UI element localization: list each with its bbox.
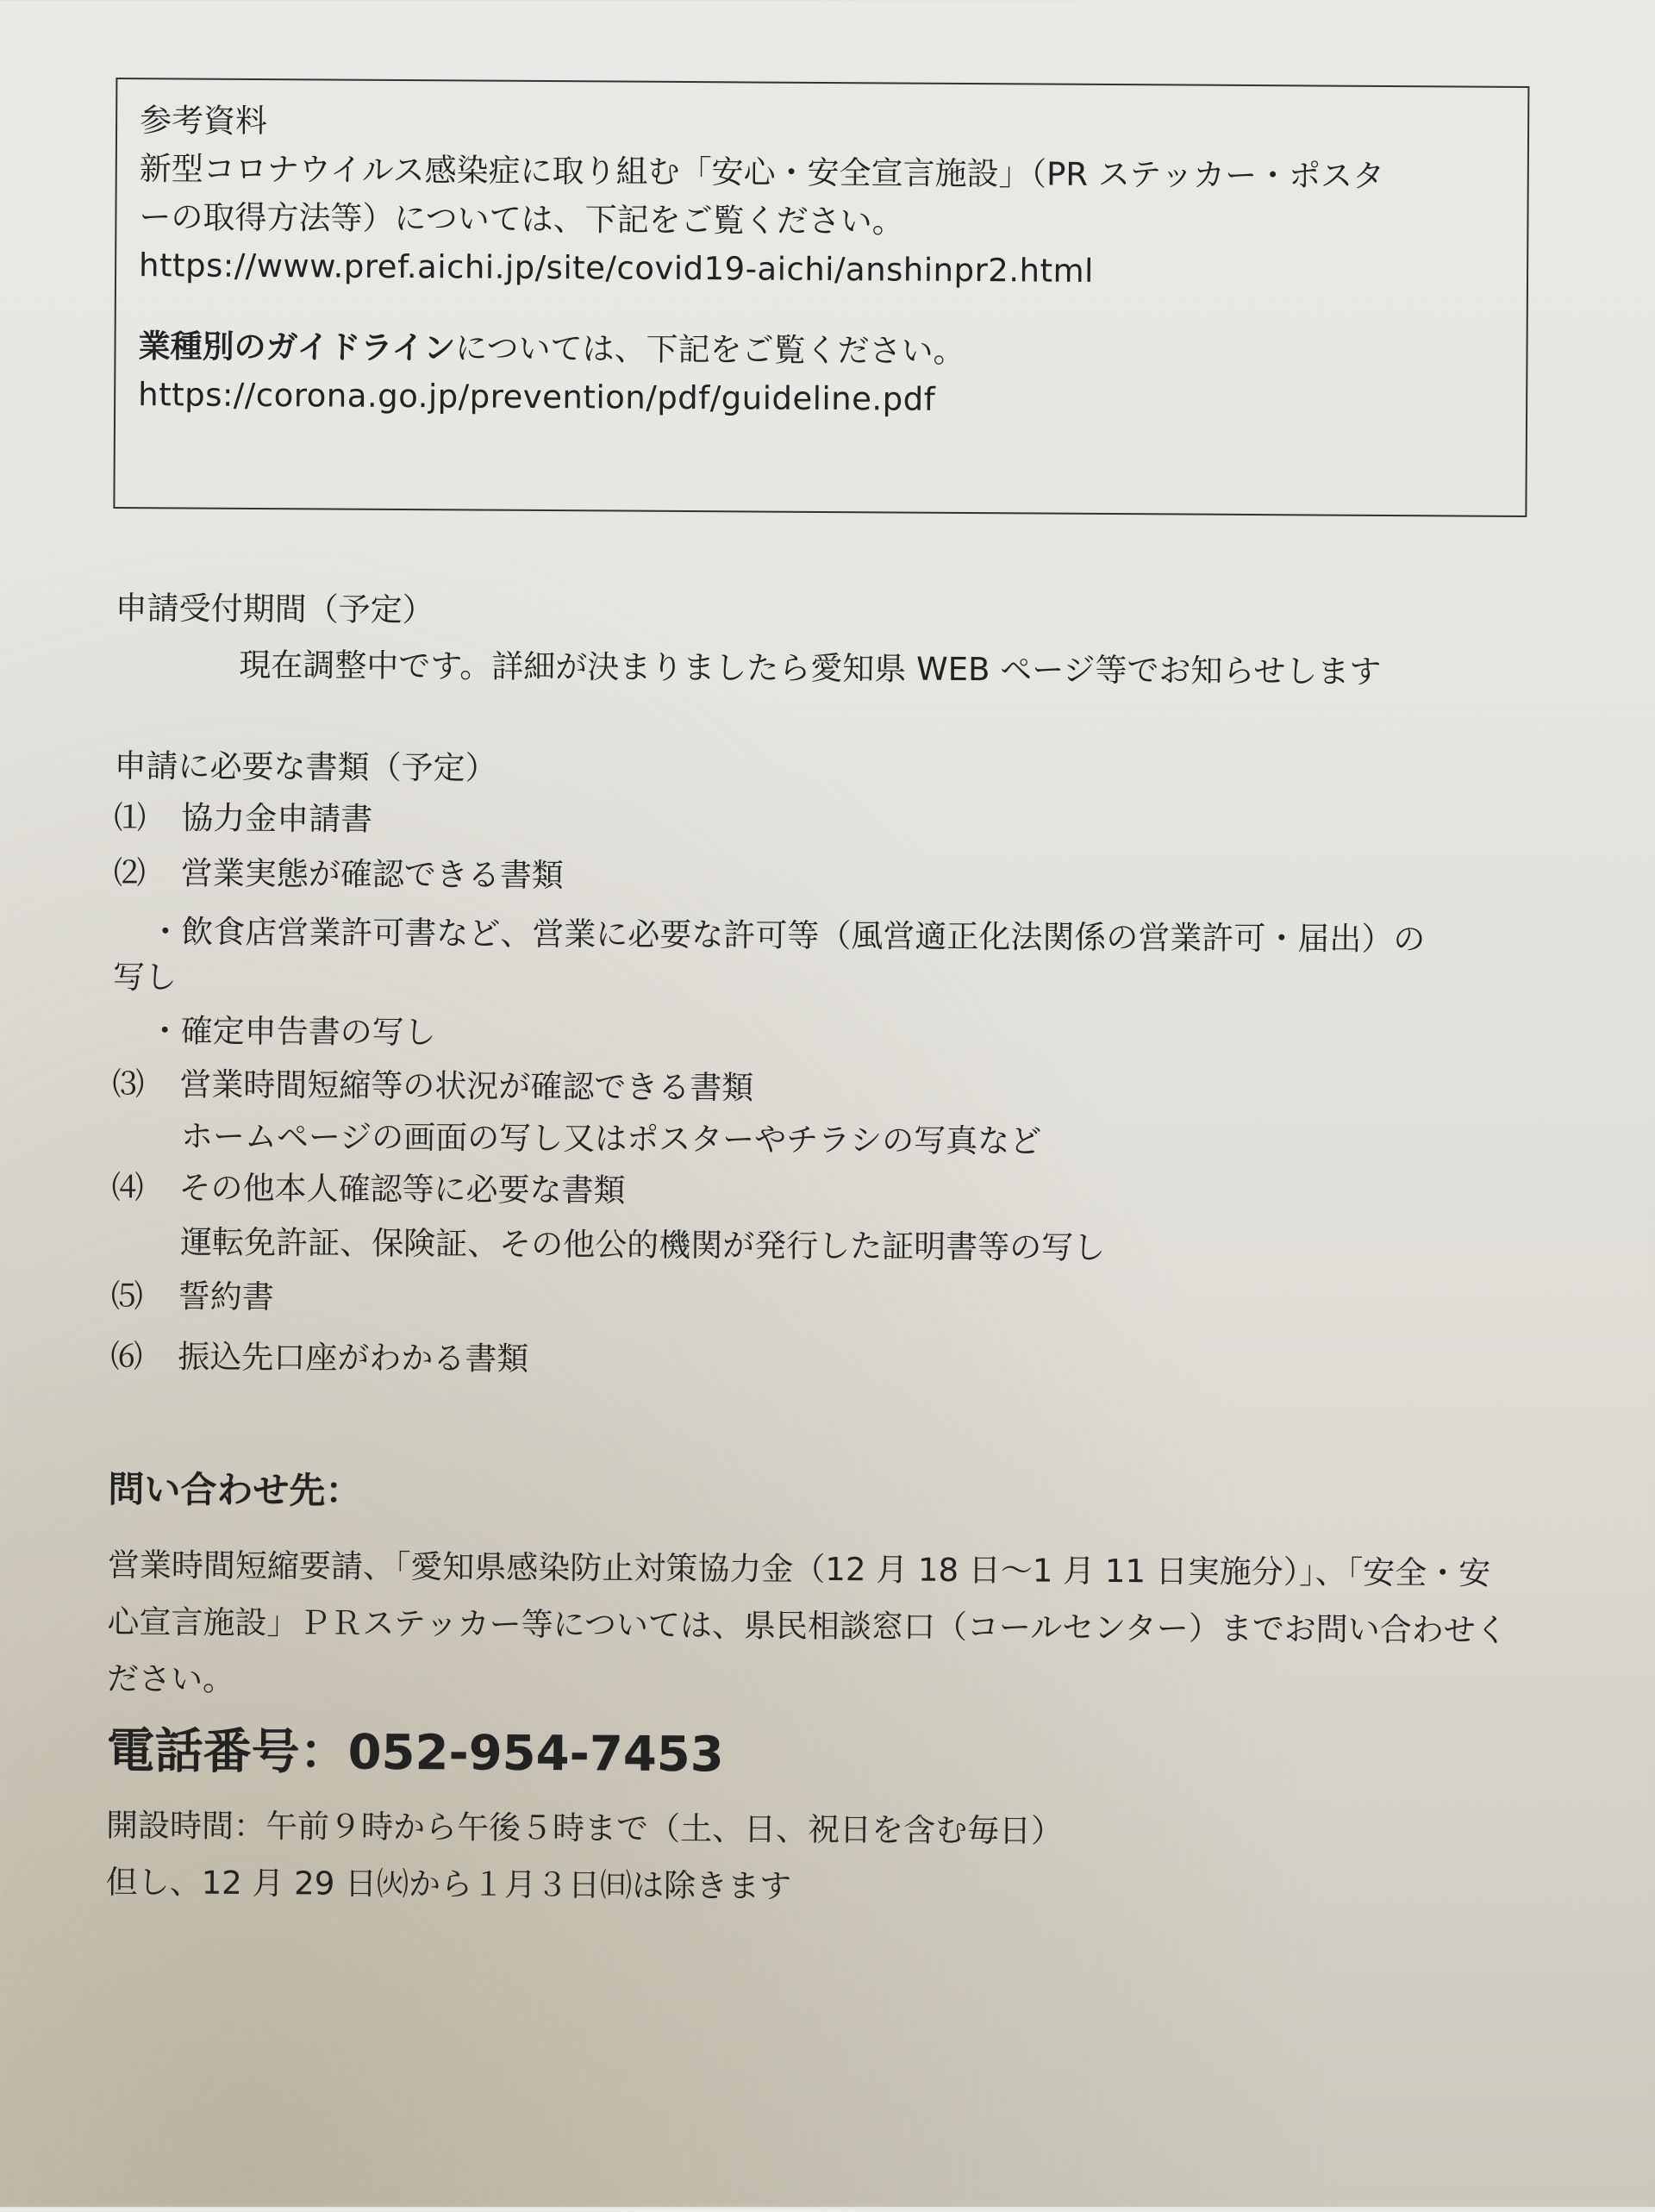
document-item-6 — [110, 1330, 528, 1379]
closure-exception: 但し、12 月 29 日㈫から１月３日㈰は除きます — [105, 1863, 792, 1905]
document-item-1 — [114, 791, 372, 840]
guideline-rest-text: については、下記をご覧ください。 — [455, 329, 965, 370]
document-item-3 — [112, 1058, 753, 1109]
item-5-text: 誓約書 — [178, 1278, 274, 1316]
item-6-text: 振込先口座がわかる書類 — [178, 1338, 529, 1378]
reference-url-anshin[interactable]: https://www.pref.aichi.jp/site/covid19-aichi/anshinpr2.html — [138, 247, 1094, 290]
guideline-bold-label: 業種別のガイドライン — [138, 328, 456, 367]
item-3-number: ⑶ — [112, 1065, 145, 1103]
reference-line-1: 新型コロナウイルス感染症に取り組む「安心・安全宣言施設」（PR ステッカー・ポスタ — [139, 150, 1385, 195]
document-item-2 — [114, 847, 564, 896]
reference-line-2: ーの取得方法等）については、下記をご覧ください。 — [139, 198, 904, 241]
item-1-number: ⑴ — [114, 798, 147, 837]
reference-url-guideline[interactable]: https://corona.go.jp/prevention/pdf/guideline.pdf — [138, 376, 936, 418]
contact-heading: 問い合わせ先： — [108, 1467, 362, 1512]
item-4-number: ⑷ — [111, 1168, 144, 1207]
item-2-text: 営業実態が確認できる書類 — [180, 854, 564, 895]
period-text: 現在調整中です。詳細が決まりましたら愛知県 WEB ページ等でお知らせします — [239, 646, 1382, 690]
document-item-5 — [111, 1270, 274, 1317]
phone-number: 電話番号：052-954-7453 — [106, 1722, 724, 1784]
item-2-sub-1b: 写し — [112, 958, 178, 997]
item-2-number: ⑵ — [113, 853, 146, 892]
item-4-detail: 運転免許証、保険証、その他公的機関が発行した証明書等の写し — [180, 1223, 1106, 1266]
item-5-number: ⑸ — [110, 1277, 143, 1315]
period-heading: 申請受付期間（予定） — [115, 589, 434, 629]
item-2-sub-2: ・確定申告書の写し — [148, 1012, 436, 1052]
reference-box — [113, 78, 1529, 517]
item-1-text: 協力金申請書 — [181, 799, 373, 838]
item-3-detail: ホームページの画面の写し又はポスターやチラシの写真など — [180, 1117, 1042, 1160]
item-3-text: 営業時間短縮等の状況が確認できる書類 — [179, 1065, 754, 1107]
item-4-text: その他本人確認等に必要な書類 — [178, 1169, 626, 1209]
document-item-4 — [111, 1161, 625, 1211]
documents-heading: 申請に必要な書類（予定） — [114, 747, 497, 787]
item-2-sub-1a: ・飲食店営業許可書など、営業に必要な許可等（風営適正化法関係の営業許可・届出）の — [149, 913, 1426, 959]
guideline-line — [138, 322, 1505, 379]
item-6-number: ⑹ — [110, 1337, 143, 1376]
contact-paragraph: 営業時間短縮要請、「愛知県感染防止対策協力金（12 月 18 日～1 月 11 日実施分）」、「安全・安心宣言施設」ＰＲステッカー等については、県民相談窓口（コールセンター）までお問い合わせください。 — [106, 1546, 1508, 1698]
reference-heading: 参考資料 — [140, 102, 268, 141]
opening-hours: 開設時間：午前９時から午後５時まで（土、日、祝日を含む毎日） — [105, 1806, 1064, 1850]
